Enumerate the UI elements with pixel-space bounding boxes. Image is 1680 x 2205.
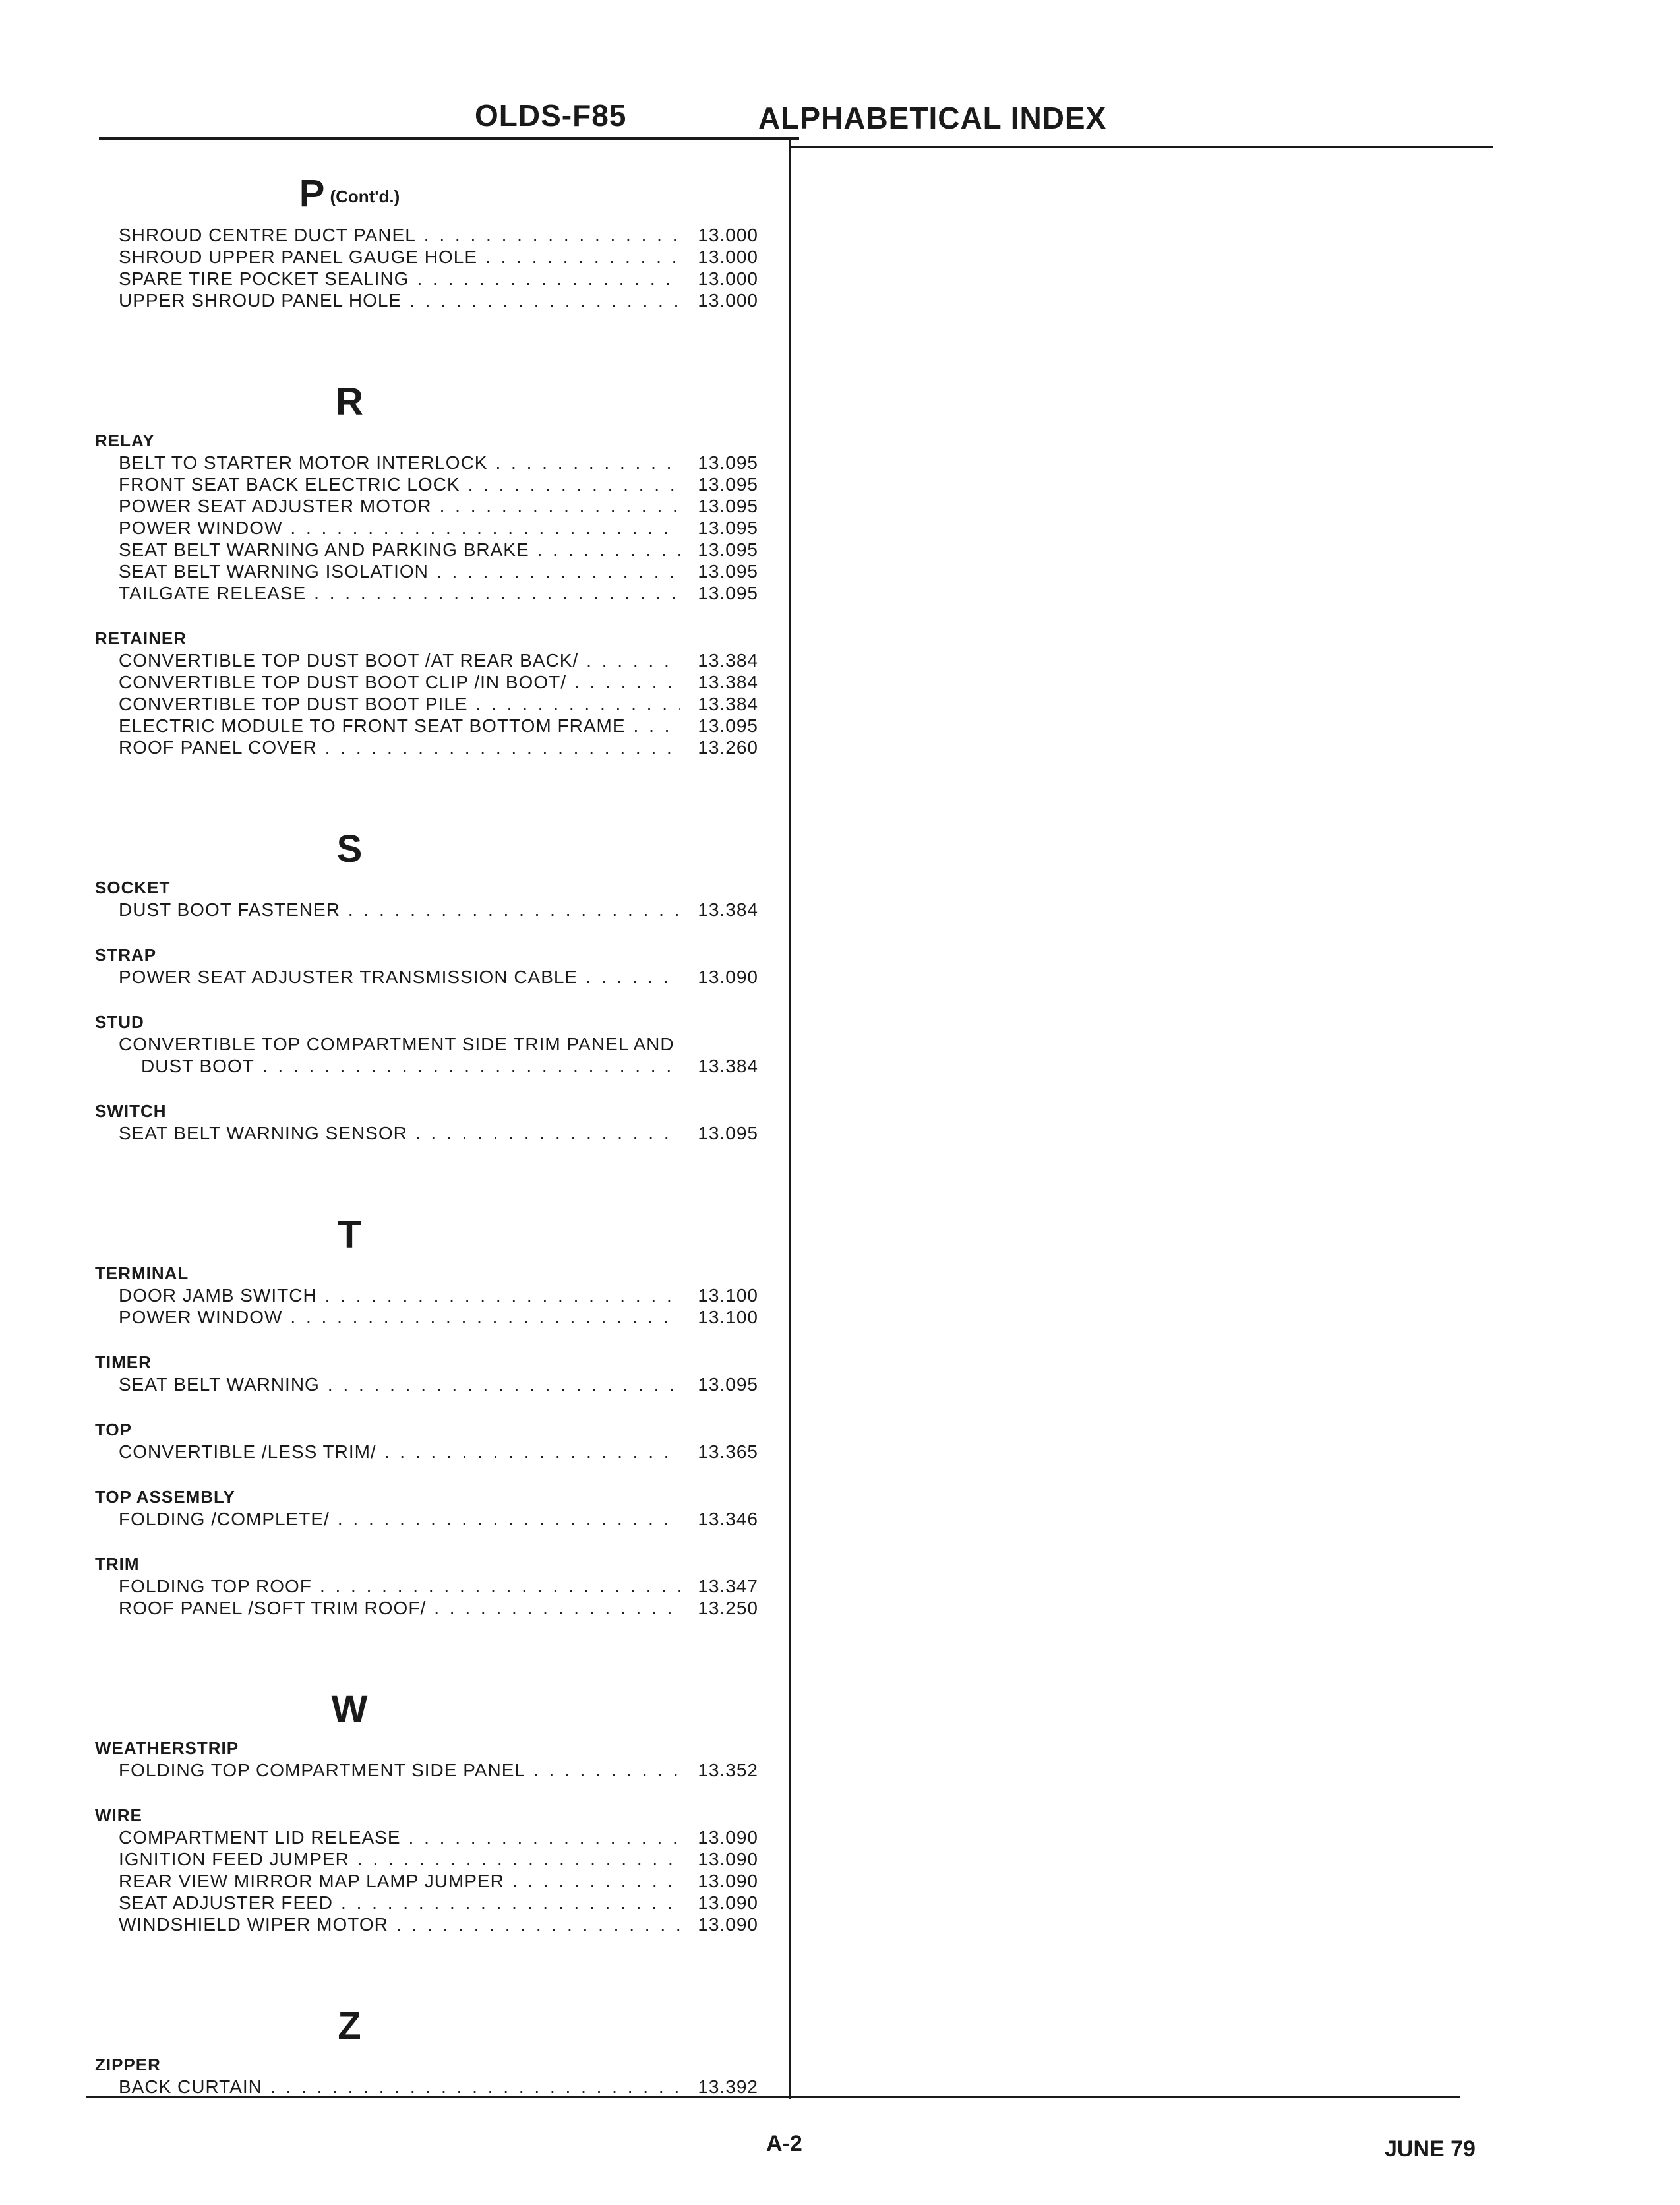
leader-dots (585, 966, 680, 988)
group-heading: STRAP (95, 945, 157, 965)
index-section-r (86, 335, 758, 758)
section-letter-text: W (331, 1688, 368, 1731)
entry-page: 13.250 (698, 1598, 758, 1618)
index-entry (119, 671, 758, 693)
section-letter (86, 2005, 462, 2047)
entry-name: POWER WINDOW (119, 1307, 283, 1327)
index-entry (119, 539, 758, 560)
index-group (86, 1263, 758, 1328)
entry-name: DOOR JAMB SWITCH (119, 1285, 317, 1306)
entry-name: SEAT BELT WARNING AND PARKING BRAKE (119, 539, 529, 560)
entry-name: POWER SEAT ADJUSTER MOTOR (119, 496, 432, 516)
index-group (86, 1737, 758, 1781)
index-section-w (86, 1643, 758, 1935)
index-group (86, 944, 758, 988)
entry-page: 13.090 (698, 1849, 758, 1869)
entry-name: ELECTRIC MODULE TO FRONT SEAT BOTTOM FRAME (119, 715, 626, 736)
leader-dots (436, 560, 680, 582)
entry-name: DUST BOOT FASTENER (119, 899, 340, 920)
index-entry (119, 289, 758, 311)
entry-name: BELT TO STARTER MOTOR INTERLOCK (119, 452, 488, 473)
index-group (86, 430, 758, 604)
index-entry (119, 693, 758, 715)
entry-name: SHROUD CENTRE DUCT PANEL (119, 225, 416, 245)
entry-page: 13.000 (698, 268, 758, 289)
entry-name: CONVERTIBLE TOP DUST BOOT PILE (119, 694, 468, 714)
index-entry (119, 1306, 758, 1328)
leader-dots (384, 1441, 680, 1463)
entry-page: 13.384 (698, 672, 758, 692)
entry-name: FOLDING TOP COMPARTMENT SIDE PANEL (119, 1760, 525, 1780)
index-section-p (86, 173, 758, 311)
group-heading: TOP ASSEMBLY (95, 1487, 235, 1507)
leader-dots (417, 268, 680, 289)
index-group (86, 1352, 758, 1395)
index-group (86, 1012, 758, 1077)
entry-page: 13.095 (698, 583, 758, 603)
index-entry (119, 899, 758, 921)
index-entry (119, 268, 758, 289)
index-entry (119, 1441, 758, 1463)
entry-page: 13.095 (698, 715, 758, 736)
entry-page: 13.095 (698, 518, 758, 538)
group-heading: WIRE (95, 1805, 142, 1825)
group-heading: RETAINER (95, 628, 187, 648)
leader-dots (290, 517, 680, 539)
entry-name: ROOF PANEL COVER (119, 737, 317, 758)
section-letter (86, 828, 462, 870)
group-heading: STUD (95, 1012, 144, 1032)
leader-dots (320, 1575, 680, 1597)
entry-page: 13.090 (698, 1871, 758, 1891)
entry-name: CONVERTIBLE /LESS TRIM/ (119, 1441, 376, 1462)
index-group (86, 1419, 758, 1463)
leader-dots (262, 1055, 680, 1077)
index-entry (119, 1575, 758, 1597)
header-rule-left (99, 137, 799, 140)
group-heading: TERMINAL (95, 1263, 189, 1283)
leader-dots (325, 1284, 680, 1306)
entry-page: 13.384 (698, 694, 758, 714)
entry-name: COMPARTMENT LID RELEASE (119, 1827, 401, 1848)
entry-name: POWER WINDOW (119, 518, 283, 538)
entry-page: 13.346 (698, 1509, 758, 1529)
entry-page: 13.090 (698, 967, 758, 987)
entry-page: 13.090 (698, 1914, 758, 1935)
revision-date: JUNE 79 (1385, 2136, 1476, 2161)
leader-dots (314, 582, 680, 604)
leader-dots (290, 1306, 680, 1328)
entry-page: 13.352 (698, 1760, 758, 1780)
index-entry (119, 473, 758, 495)
entry-page: 13.384 (698, 650, 758, 671)
group-heading: WEATHERSTRIP (95, 1738, 239, 1758)
index-group (86, 2054, 758, 2098)
leader-dots (476, 693, 680, 715)
entry-page: 13.000 (698, 225, 758, 245)
section-letter-text: P (299, 172, 325, 215)
entry-name: FOLDING /COMPLETE/ (119, 1509, 330, 1529)
index-entry (86, 1033, 758, 1077)
entry-name: SEAT BELT WARNING SENSOR (119, 1123, 407, 1143)
leader-dots (424, 224, 680, 246)
header-rule-right (791, 146, 1493, 148)
index-entry (119, 1284, 758, 1306)
leader-dots (495, 452, 680, 473)
leader-dots (537, 539, 680, 560)
index-entry (119, 517, 758, 539)
leader-dots (338, 1508, 680, 1530)
index-entry (119, 1827, 758, 1848)
entry-name: TAILGATE RELEASE (119, 583, 307, 603)
leader-dots (586, 649, 680, 671)
index-entry (119, 452, 758, 473)
leader-dots (440, 495, 680, 517)
page-number: A-2 (766, 2131, 802, 2156)
entry-name: SEAT BELT WARNING (119, 1374, 320, 1395)
manual-title: OLDS-F85 (475, 98, 627, 133)
group-heading: TIMER (95, 1352, 152, 1372)
section-letter (86, 1689, 462, 1731)
index-entry (119, 715, 758, 737)
group-heading: TRIM (95, 1554, 140, 1574)
index-group (86, 1101, 758, 1144)
index-entry (119, 966, 758, 988)
index-group (86, 224, 758, 311)
leader-dots (396, 1914, 680, 1935)
column-divider (789, 140, 791, 2099)
index-entry (119, 1508, 758, 1530)
index-entry (119, 649, 758, 671)
group-heading: SOCKET (95, 878, 171, 897)
index-section-s (86, 782, 758, 1144)
entry-name: CONVERTIBLE TOP DUST BOOT CLIP /IN BOOT/ (119, 672, 566, 692)
entry-page: 13.095 (698, 496, 758, 516)
entry-page: 13.392 (698, 2076, 758, 2097)
section-spacer (86, 782, 758, 828)
section-spacer (86, 1959, 758, 2005)
section-letter (86, 173, 462, 218)
entry-page: 13.095 (698, 1123, 758, 1143)
index-entry (119, 1870, 758, 1892)
entry-page: 13.365 (698, 1441, 758, 1462)
leader-dots (409, 1827, 680, 1848)
index-entry (119, 1122, 758, 1144)
entry-page: 13.095 (698, 474, 758, 495)
index-entry (119, 1374, 758, 1395)
entry-page: 13.095 (698, 539, 758, 560)
leader-dots (533, 1759, 680, 1781)
index-group (86, 877, 758, 921)
section-letter-text: T (338, 1213, 361, 1256)
index-section-t (86, 1168, 758, 1619)
leader-dots (574, 671, 680, 693)
entry-name: FRONT SEAT BACK ELECTRIC LOCK (119, 474, 460, 495)
entry-page: 13.384 (698, 899, 758, 920)
entry-continuation: DUST BOOT (141, 1056, 255, 1076)
index-entry (119, 2076, 758, 2098)
entry-page: 13.000 (698, 290, 758, 311)
entry-name: SEAT BELT WARNING ISOLATION (119, 561, 429, 582)
index-title: ALPHABETICAL INDEX (758, 101, 1107, 135)
leader-dots (512, 1870, 680, 1892)
section-letter-text: S (336, 828, 363, 870)
index-entry (119, 1597, 758, 1619)
section-spacer (86, 1643, 758, 1689)
leader-dots (485, 246, 680, 268)
entry-name: CONVERTIBLE TOP DUST BOOT /AT REAR BACK/ (119, 650, 579, 671)
section-spacer (86, 335, 758, 381)
entry-page: 13.384 (698, 1056, 758, 1076)
entry-name: ROOF PANEL /SOFT TRIM ROOF/ (119, 1598, 427, 1618)
leader-dots (348, 899, 680, 921)
entry-page: 13.260 (698, 737, 758, 758)
group-heading: TOP (95, 1420, 132, 1439)
entry-name: UPPER SHROUD PANEL HOLE (119, 290, 402, 311)
index-column (86, 173, 758, 2121)
entry-name: BACK CURTAIN (119, 2076, 262, 2097)
entry-page: 13.090 (698, 1827, 758, 1848)
index-entry (119, 1892, 758, 1914)
entry-page: 13.100 (698, 1307, 758, 1327)
entry-name: POWER SEAT ADJUSTER TRANSMISSION CABLE (119, 967, 578, 987)
entry-name: REAR VIEW MIRROR MAP LAMP JUMPER (119, 1871, 504, 1891)
leader-dots (328, 1374, 680, 1395)
index-entry (119, 582, 758, 604)
section-letter (86, 1214, 462, 1256)
leader-dots (325, 737, 680, 758)
leader-dots (341, 1892, 680, 1914)
group-heading: SWITCH (95, 1101, 167, 1121)
entry-name: WINDSHIELD WIPER MOTOR (119, 1914, 388, 1935)
index-entry (119, 1759, 758, 1781)
section-spacer (86, 1168, 758, 1214)
index-entry (119, 1914, 758, 1935)
entry-page: 13.095 (698, 452, 758, 473)
group-heading: ZIPPER (95, 2055, 161, 2074)
entry-page: 13.347 (698, 1576, 758, 1596)
section-letter-text: R (336, 380, 363, 423)
entry-name: SPARE TIRE POCKET SEALING (119, 268, 409, 289)
index-group (86, 1554, 758, 1619)
section-letter-text: Z (338, 2005, 361, 2047)
entry-page: 13.000 (698, 247, 758, 267)
leader-dots (415, 1122, 680, 1144)
leader-dots (270, 2076, 680, 2098)
index-group (86, 628, 758, 758)
leader-dots (409, 289, 680, 311)
entry-name: SEAT ADJUSTER FEED (119, 1892, 334, 1913)
index-group (86, 1805, 758, 1935)
leader-dots (468, 473, 680, 495)
entry-name: CONVERTIBLE TOP COMPARTMENT SIDE TRIM PANEL AND (119, 1034, 675, 1054)
index-group (86, 1486, 758, 1530)
leader-dots (434, 1597, 680, 1619)
entry-row (141, 1055, 758, 1077)
entry-name: IGNITION FEED JUMPER (119, 1849, 349, 1869)
index-entry (119, 560, 758, 582)
entry-page: 13.100 (698, 1285, 758, 1306)
index-entry (119, 737, 758, 758)
index-section-z (86, 1959, 758, 2098)
leader-dots (357, 1848, 680, 1870)
index-entry (119, 246, 758, 268)
entry-page: 13.090 (698, 1892, 758, 1913)
entry-page: 13.095 (698, 561, 758, 582)
index-entry (119, 495, 758, 517)
section-letter (86, 381, 462, 423)
entry-name: SHROUD UPPER PANEL GAUGE HOLE (119, 247, 478, 267)
leader-dots (634, 715, 680, 737)
index-entry (119, 1848, 758, 1870)
entry-name: FOLDING TOP ROOF (119, 1576, 312, 1596)
index-entry (119, 224, 758, 246)
entry-page: 13.095 (698, 1374, 758, 1395)
continued-label: (Cont'd.) (330, 187, 400, 206)
group-heading: RELAY (95, 431, 155, 450)
